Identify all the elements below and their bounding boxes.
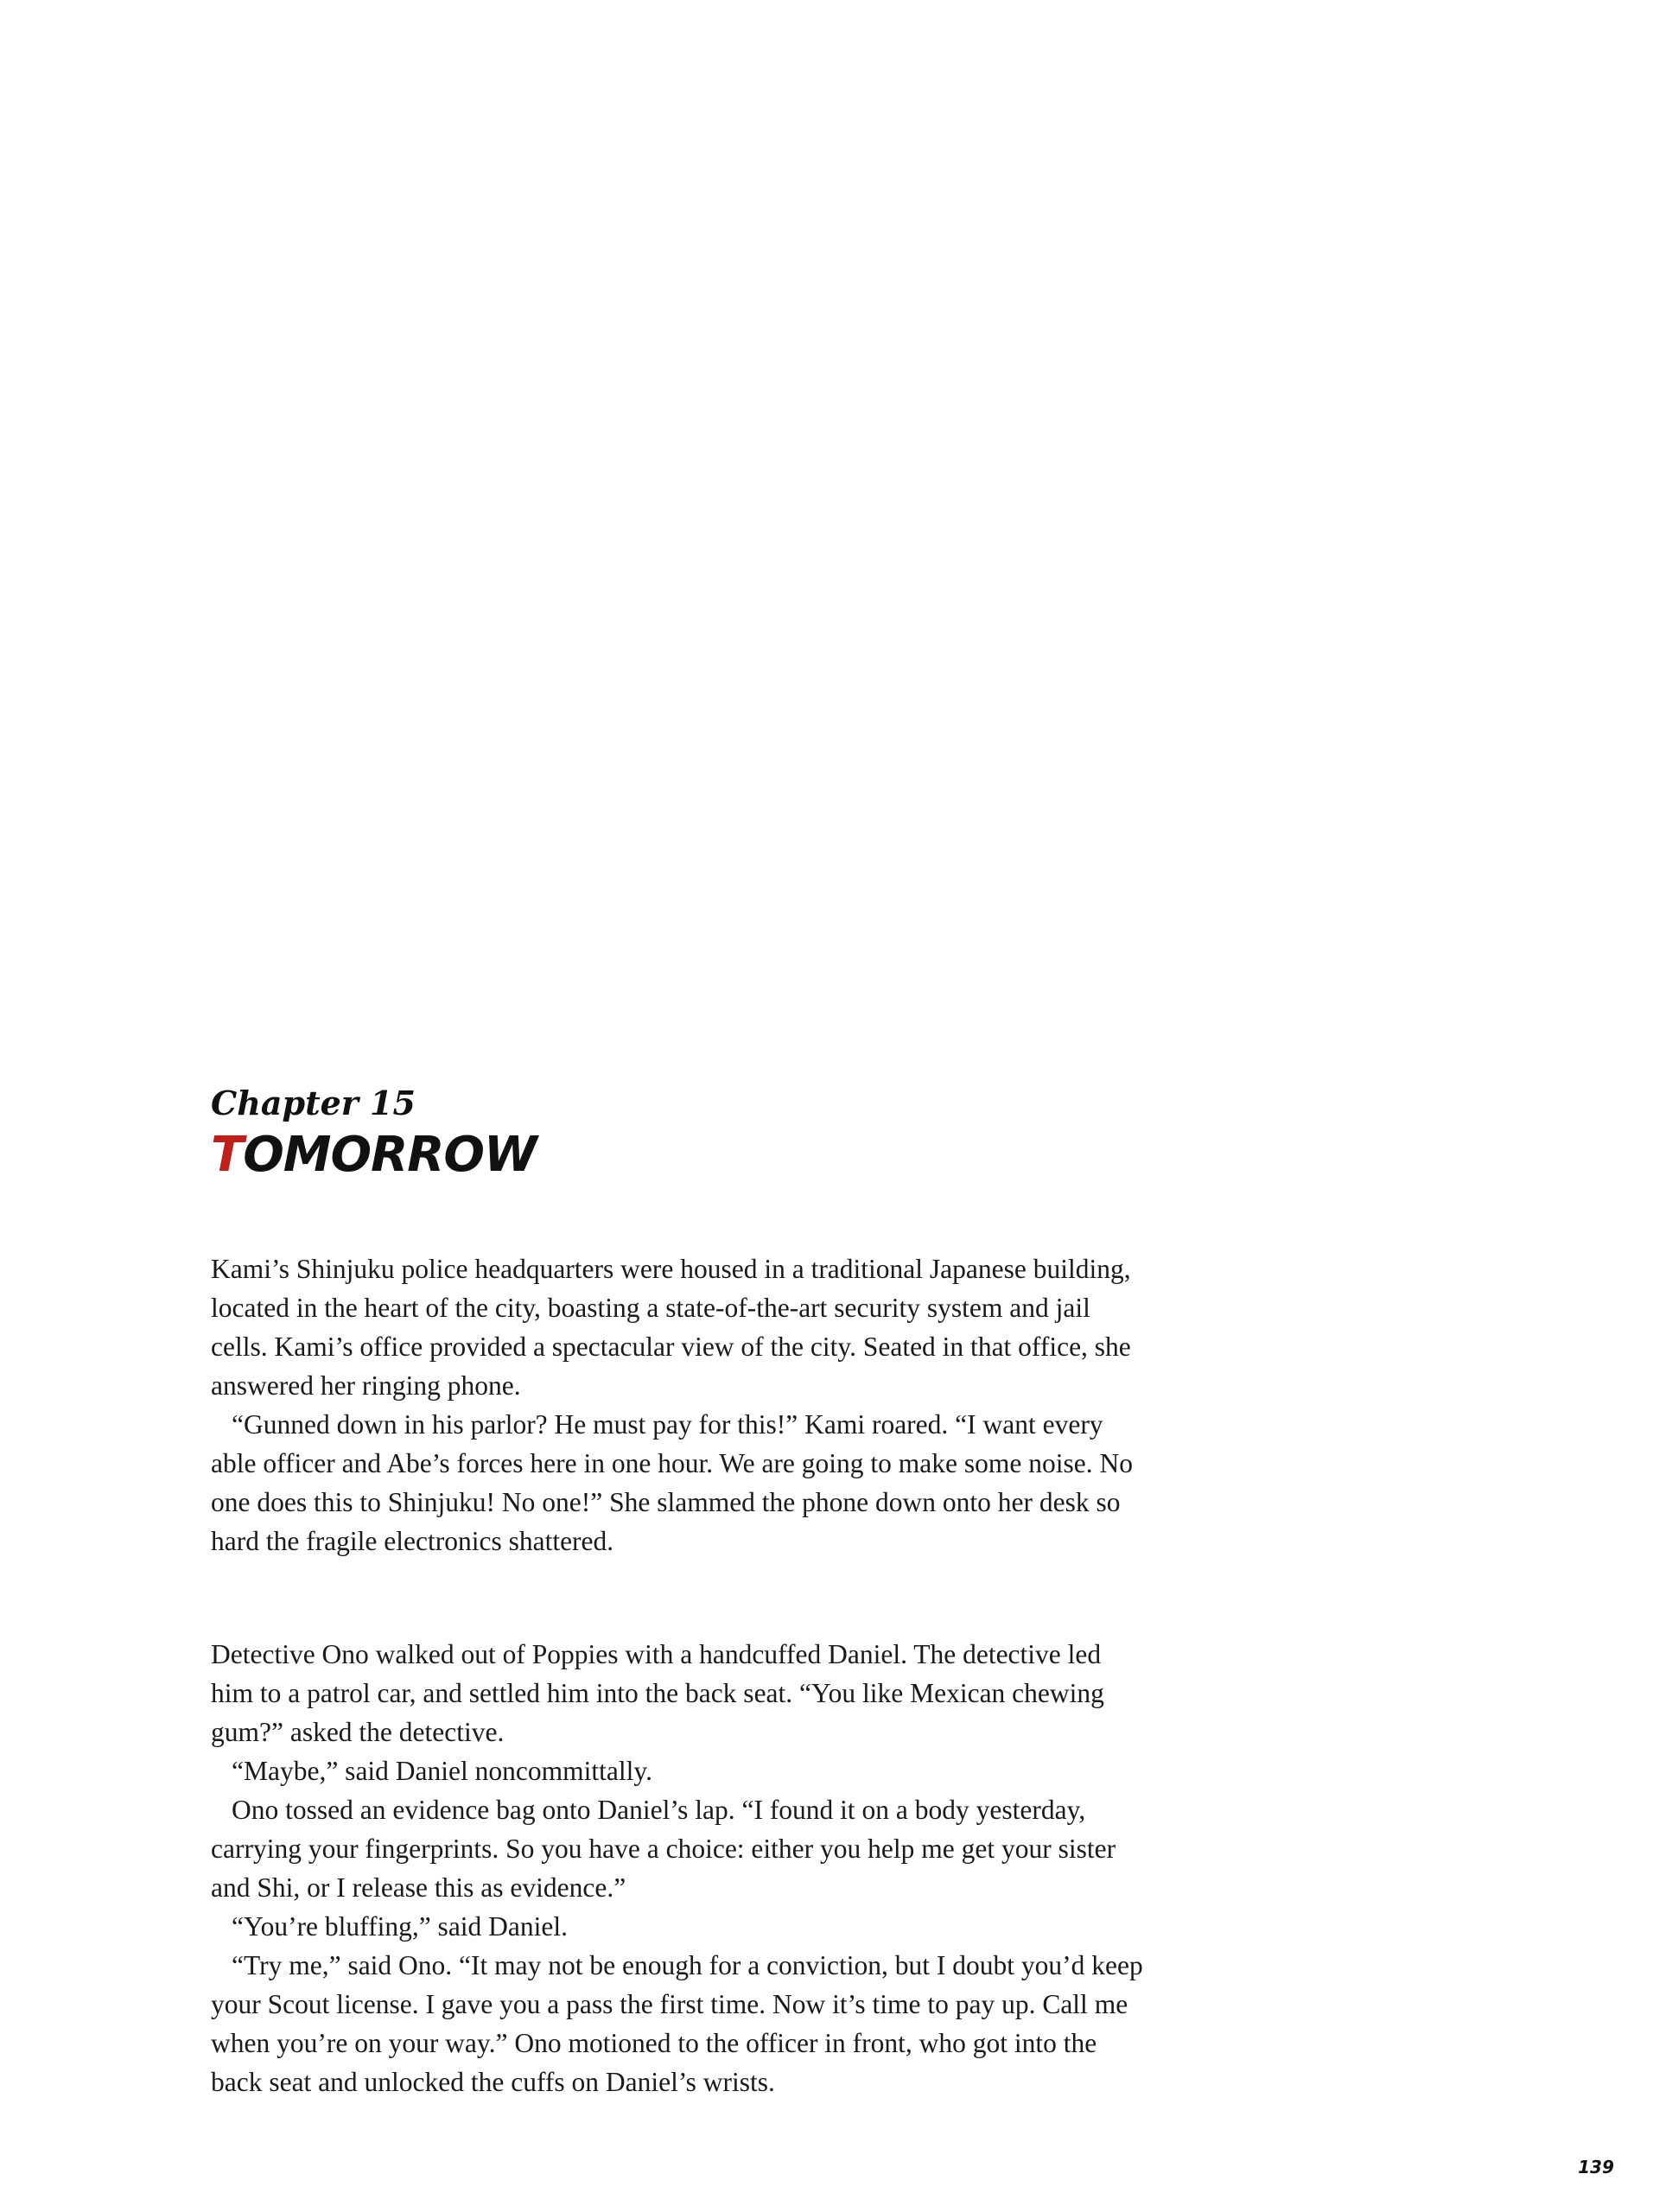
paragraph: “You’re bluffing,” said Daniel. — [232, 1911, 569, 1942]
page-number: 139 — [1578, 2157, 1614, 2177]
paragraph: Kami’s Shinjuku police headquarters were housed in a traditional Japanese building, located in the heart of the city, boasting a state-of-the-art security system and jail cells. Kami’s office provided a spectacular view of the city. Seated in that office, she answered her ringing phone. — [211, 1254, 1131, 1401]
chapter-heading — [211, 1084, 1161, 1184]
paragraph: Detective Ono walked out of Poppies with a handcuffed Daniel. The detective led him to a patrol car, and settled him into the back seat. “You like Mexican chewing gum?” asked the detective. — [211, 1639, 1104, 1747]
paragraph: “Try me,” said Ono. “It may not be enough for a conviction, but I doubt you’d keep your Scout license. I gave you a pass the first time. Now it’s time to pay up. Call me when you’re on your way.” Ono motioned to the officer in front, who got into the back seat and unlocked the cuffs on Daniel’s wrists. — [211, 1950, 1143, 2097]
chapter-title — [211, 1127, 1161, 1184]
chapter-title-rest: OMORROW — [243, 1127, 537, 1183]
chapter-number: Chapter 15 — [211, 1084, 416, 1122]
paragraph: “Maybe,” said Daniel noncommittally. — [232, 1756, 652, 1786]
paragraph: Ono tossed an evidence bag onto Daniel’s lap. “I found it on a body yesterday, carrying your fingerprints. So you have a choice: either you help me get your sister and Shi, or I release this as evidence.” — [211, 1795, 1116, 1903]
paragraph: “Gunned down in his parlor? He must pay for this!” Kami roared. “I want every able officer and Abe’s forces here in one hour. We are going to make some noise. No one does this to Shinjuku! No one!” She slammed the phone down onto her desk so hard the fragile electronics shattered. — [211, 1409, 1133, 1556]
text-section-1 — [211, 1249, 1146, 1560]
text-section-2 — [211, 1635, 1146, 2101]
chapter-title-initial: T — [211, 1127, 244, 1183]
